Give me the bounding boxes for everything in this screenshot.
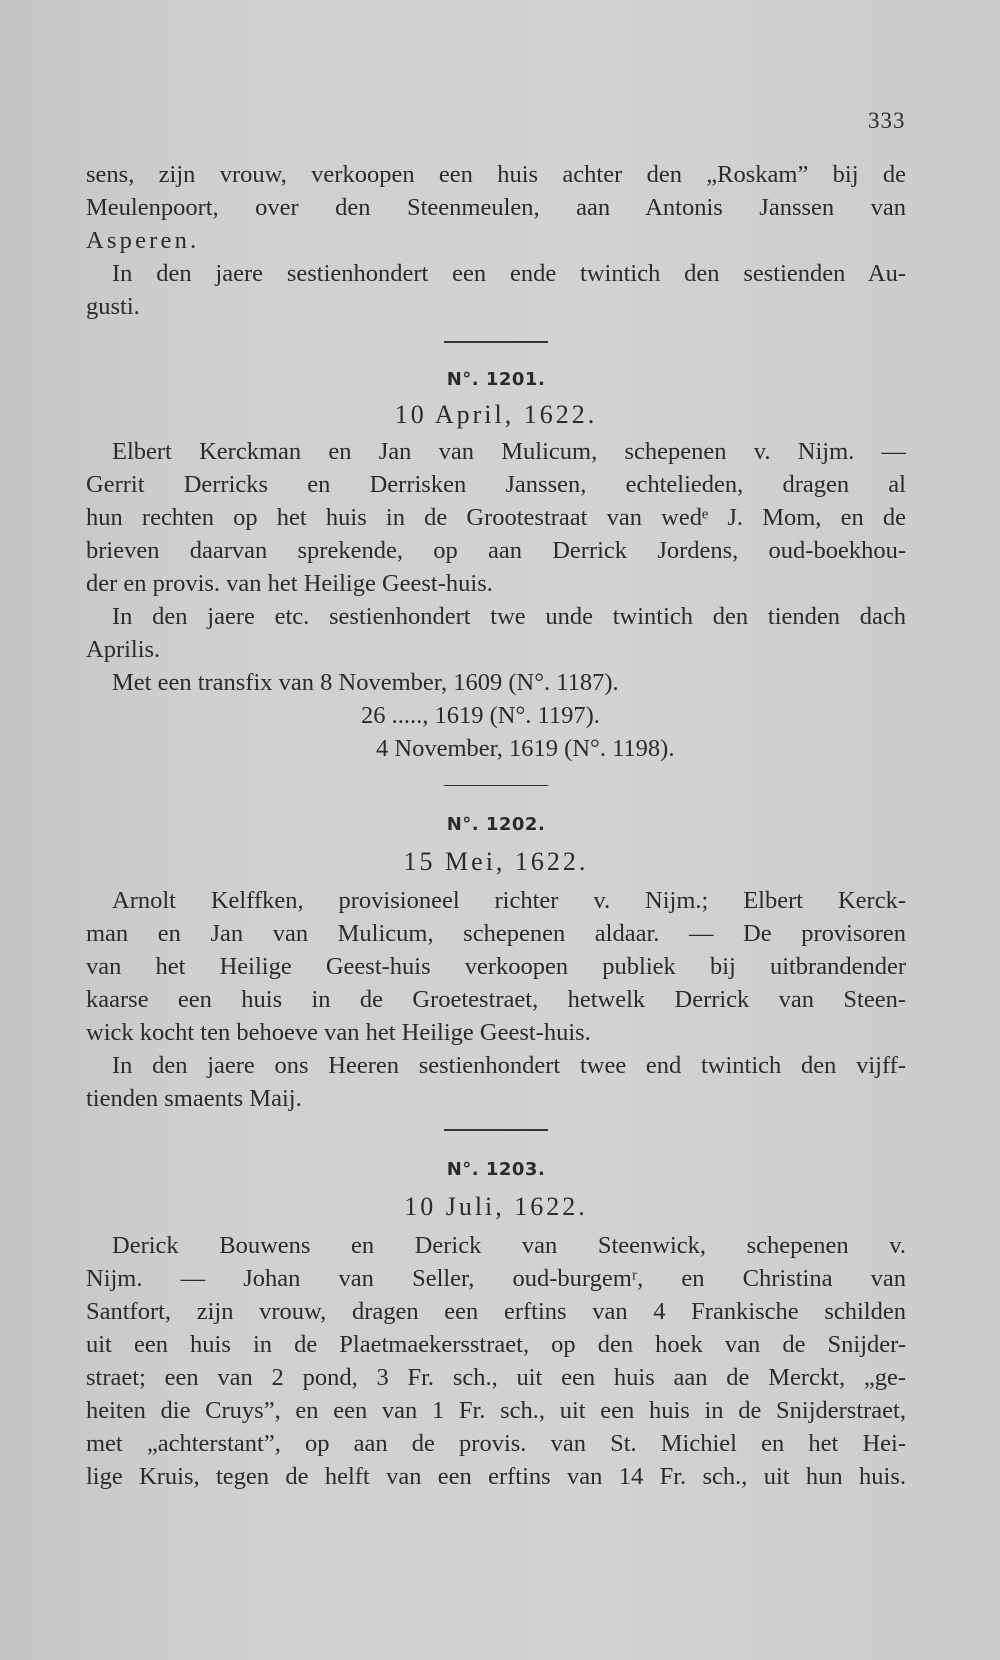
entry-line: In den jaere etc. sestienhondert twe unde twintich den tienden dach [112,602,906,630]
intro-line: In den jaere sestienhondert een ende twintich den sestienden Au- [112,260,906,287]
intro-line: sens, zijn vrouw, verkoopen een huis achter den „Roskam” bij de [86,161,906,188]
entry-line: der en provis. van het Heilige Geest-huis. [86,569,493,597]
entry-date: 10 Juli, 1622. [404,1191,588,1221]
entry-line: Elbert Kerckman en Jan van Mulicum, schepenen v. Nijm. — [112,437,906,465]
entry-line: uit een huis in de Plaetmaekersstraet, op den hoek van de Snijder- [86,1330,906,1358]
entry-date: 10 April, 1622. [394,399,598,429]
entry-line: kaarse een huis in de Groetestraet, hetwelk Derrick van Steen- [86,986,906,1013]
entry-date: 15 Mei, 1622. [403,847,589,876]
entry-line: wick kocht ten behoeve van het Heilige Geest-huis. [86,1019,591,1046]
document-body [86,158,906,1493]
entry-line: Gerrit Derricks en Derrisken Janssen, echtelieden, dragen al [86,470,906,498]
entry-number: N°. 1203. [446,1158,546,1180]
page-number: 333 [868,108,906,133]
entry-line: straet; een van 2 pond, 3 Fr. sch., uit een huis aan de Merckt, „ge- [86,1363,906,1391]
transfix-line: 4 November, 1619 (N°. 1198). [376,734,675,762]
entry-line: brieven daarvan sprekende, op aan Derrick Jordens, oud-boekhou- [86,536,906,564]
entry-line: hun rechten op het huis in de Grootestraat van wedᵉ J. Mom, en de [86,503,906,531]
entry-line: lige Kruis, tegen de helft van een erftins van 14 Fr. sch., uit hun huis. [86,1462,906,1490]
entry-line: Derick Bouwens en Derick van Steenwick, schepenen v. [112,1231,906,1259]
section-divider [444,1129,548,1131]
section-divider [444,785,548,787]
intro-line: Asperen. [86,227,200,254]
intro-line: gusti. [86,293,140,320]
entry-line: Nijm. — Johan van Seller, oud-burgemʳ, en Christina van [86,1264,906,1292]
entry-line: van het Heilige Geest-huis verkoopen publiek bij uitbrandender [86,953,906,980]
entry-line: man en Jan van Mulicum, schepenen aldaar. — De provisoren [86,920,906,947]
entry-line: heiten die Cruys”, en een van 1 Fr. sch., uit een huis in de Snijderstraet, [86,1396,906,1424]
entry-line: met „achterstant”, op aan de provis. van St. Michiel en het Hei- [86,1429,906,1457]
intro-line: Meulenpoort, over den Steenmeulen, aan Antonis Janssen van [86,194,906,221]
entry-line: Arnolt Kelffken, provisioneel richter v. Nijm.; Elbert Kerck- [112,887,906,914]
entry-number: N°. 1201. [446,368,546,390]
entry-line: Santfort, zijn vrouw, dragen een erftins van 4 Frankische schilden [86,1297,906,1325]
entry-line: tienden smaents Maij. [86,1085,302,1112]
section-divider [444,341,548,343]
entry-number: N°. 1202. [446,814,546,835]
entry-line: In den jaere ons Heeren sestienhondert twee end twintich den vijff- [112,1052,906,1079]
transfix-line: Met een transfix van 8 November, 1609 (N°. 1187). [112,668,619,696]
transfix-line: 26 ....., 1619 (N°. 1197). [361,701,600,729]
entry-line: Aprilis. [86,635,161,663]
